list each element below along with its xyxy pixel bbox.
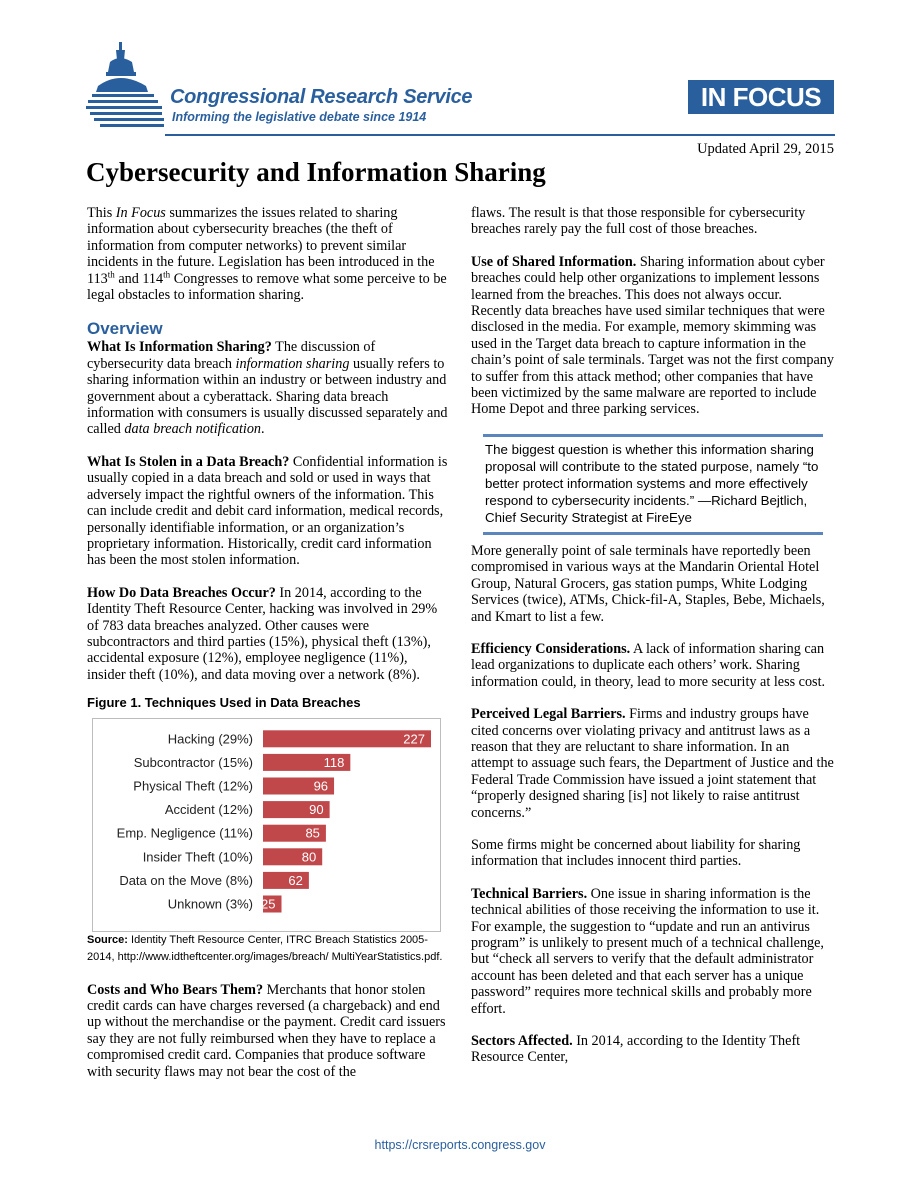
q3-text: In 2014, according to the Identity Theft Resource Center, hacking was involved in 29% of 783 data breaches analyzed. Other causes were subcontractors and third parties (15%), physical theft (13%), accidental exposure (12%), employee negligence (11%), insider theft (10%), and data moving over a network (8%). <box>87 584 438 683</box>
updated-date: Updated April 29, 2015 <box>697 141 834 157</box>
bar-value-label: 96 <box>313 778 329 794</box>
technical-lead: Technical Barriers. <box>471 885 588 902</box>
intro-text-b: summarizes the issues related to sharing information about cybersecurity breaches (the theft of information from computer networks) to prevent similar incidents in the future. Legislation has been introduced in the 113 <box>87 205 435 287</box>
technical-barriers-paragraph <box>471 886 835 1017</box>
pull-quote: The biggest question is whether this information sharing proposal will contribute to the stated purpose, namely “to better protect information systems and more effectively respond to cybersecurity incidents.” —Richard Bejtlich, Chief Security Strategist at FireEye <box>483 434 823 535</box>
overview-heading: Overview <box>87 319 163 339</box>
right-column <box>471 205 835 1082</box>
category-label: Physical Theft (12%) <box>133 778 253 794</box>
footer-url[interactable]: https://crsreports.congress.gov <box>374 1138 546 1152</box>
what-is-stolen-paragraph <box>87 454 449 569</box>
figure-title: Figure 1. Techniques Used in Data Breaches <box>87 695 361 711</box>
intro-paragraph <box>87 205 449 303</box>
point-of-sale-paragraph: More generally point of sale terminals have reportedly been compromised in various ways at the Mandarin Oriental Hotel Group, Natural Grocers, gas station pumps, White Lodging Services (twice), ATMs, Chick-fil-A, Staples, Bebe, Michaels, and Kmart to list a few. <box>471 542 825 625</box>
what-is-sharing-paragraph <box>87 339 449 437</box>
costs-paragraph <box>87 982 449 1080</box>
crs-capitol-logo <box>86 42 166 130</box>
legal-text: Firms and industry groups have cited concerns over violating privacy and antitrust laws as a reason that they are reluctant to share information. In an attempt to assuage such fears, the Department of Justice and the Federal Trade Commission have issued a joint statement that “properly designed sharing [is] not likely to raise antitrust concerns.” <box>471 706 834 821</box>
bar-value-label: 118 <box>323 754 345 770</box>
intro-text-a: This <box>87 205 116 221</box>
category-label: Hacking (29%) <box>167 730 253 746</box>
category-label: Insider Theft (10%) <box>142 848 253 864</box>
continued-paragraph: flaws. The result is that those responsible for cybersecurity breaches rarely pay the full cost of those breaches. <box>471 205 806 238</box>
bar-value-label: 85 <box>305 825 320 841</box>
figure-source <box>87 932 449 966</box>
efficiency-lead: Efficiency Considerations. <box>471 640 631 657</box>
use-of-shared-info-paragraph <box>471 254 835 418</box>
q2-text: Confidential information is usually copied in a data breach and sold or used in ways that adversely impact the rightful owners of the information. This can include credit and debit card information, medical records, personally identifiable information, or an organization’s proprietary information. Historically, credit card information has been the most stolen information. <box>87 453 448 569</box>
use-text: Sharing information about cyber breaches could help other organizations to implement lessons learned from the breaches. This does not always occur. Recently data breaches have used similar techniques that were disclosed in the media. For example, memory skimming was used in the Target data breach to capture information in the chain’s point of sale terminals. Target was not the first company to suffer from this attack method; other companies that have been victimized by the same malware are reported to include Home Depot and three parking services. <box>471 253 834 418</box>
document-title: Cybersecurity and Information Sharing <box>86 157 546 187</box>
bar-value-label: 227 <box>403 730 425 746</box>
chart-svg <box>93 719 440 931</box>
brand-name: Congressional Research Service <box>170 86 473 108</box>
intro-text-c: and 114 <box>114 270 164 287</box>
what-is-stolen-lead: What Is Stolen in a Data Breach? <box>87 453 290 470</box>
category-label: Subcontractor (15%) <box>133 754 253 770</box>
source-text: Identity Theft Resource Center, ITRC Breach Statistics 2005-2014, http://www.idtheftcenter.org/images/breach/ MultiYearStatistics.pdf. <box>87 933 443 963</box>
breach-techniques-chart <box>92 718 441 932</box>
sectors-text: In 2014, according to the Identity Theft Resource Center, <box>471 1033 801 1066</box>
bar-value-label: 90 <box>309 801 324 817</box>
source-label: Source: <box>87 933 128 946</box>
brand-tagline: Informing the legislative debate since 1914 <box>172 110 427 124</box>
bar-value-label: 80 <box>301 848 317 864</box>
bar-value-label: 62 <box>288 872 303 888</box>
category-label: Emp. Negligence (11%) <box>116 825 253 841</box>
header-rule <box>165 134 835 136</box>
use-lead: Use of Shared Information. <box>471 253 637 270</box>
efficiency-text: A lack of information sharing can lead organizations to duplicate each others’ work. Sharing information could, in theory, lead to more security at less cost. <box>471 640 826 690</box>
category-label: Unknown (3%) <box>167 896 253 912</box>
intro-text-d: Congresses to remove what some perceive to be legal obstacles to information sharing. <box>87 270 447 304</box>
q1-em-1: information sharing <box>235 355 350 372</box>
intro-in-focus: In Focus <box>115 205 166 221</box>
sectors-lead: Sectors Affected. <box>471 1033 573 1050</box>
q1-em-2: data breach notification <box>124 421 262 438</box>
technical-text: One issue in sharing information is the technical abilities of those receiving the information to use it. For example, the suggestion to “update and run an antivirus program” is unlikely to present much of a technical challenge, but “check all servers to verify that the default administrator account has been deleted and that each server has a unique password” requires more technical skills and probably more effort. <box>471 885 824 1017</box>
q1-text-b: usually refers to sharing information within an industry or between industry and government about a cyberattack. Sharing data breach information with consumers is usually discussed separately and called <box>87 355 448 438</box>
in-focus-badge: IN FOCUS <box>688 80 834 114</box>
efficiency-paragraph <box>471 641 835 690</box>
how-breaches-occur-paragraph <box>87 585 449 683</box>
costs-lead: Costs and Who Bears Them? <box>87 981 264 998</box>
category-label: Accident (12%) <box>164 801 253 817</box>
what-is-sharing-lead: What Is Information Sharing? <box>87 339 272 356</box>
q4-text: Merchants that honor stolen credit cards can have charges reversed (a chargeback) and end up without the merchandise or the payment. Credit card issuers say they are not fully reimbursed when they have to replace a compromised credit card. Companies that produce software with security flaws may not bear the cost of the <box>87 981 446 1080</box>
category-label: Data on the Move (8%) <box>119 872 253 888</box>
sectors-paragraph <box>471 1033 835 1066</box>
intro-sup-1: th <box>107 268 115 279</box>
liability-paragraph: Some firms might be concerned about liability for sharing information that includes innocent third parties. <box>471 836 801 870</box>
q1-text-a: The discussion of cybersecurity data breach <box>87 339 376 372</box>
left-column <box>87 205 449 1096</box>
legal-lead: Perceived Legal Barriers. <box>471 706 626 723</box>
how-breaches-occur-lead: How Do Data Breaches Occur? <box>87 584 276 601</box>
bar-value-label: 25 <box>261 896 276 912</box>
legal-barriers-paragraph <box>471 706 835 821</box>
q1-text-c: . <box>261 421 265 438</box>
intro-sup-2: th <box>163 268 171 279</box>
